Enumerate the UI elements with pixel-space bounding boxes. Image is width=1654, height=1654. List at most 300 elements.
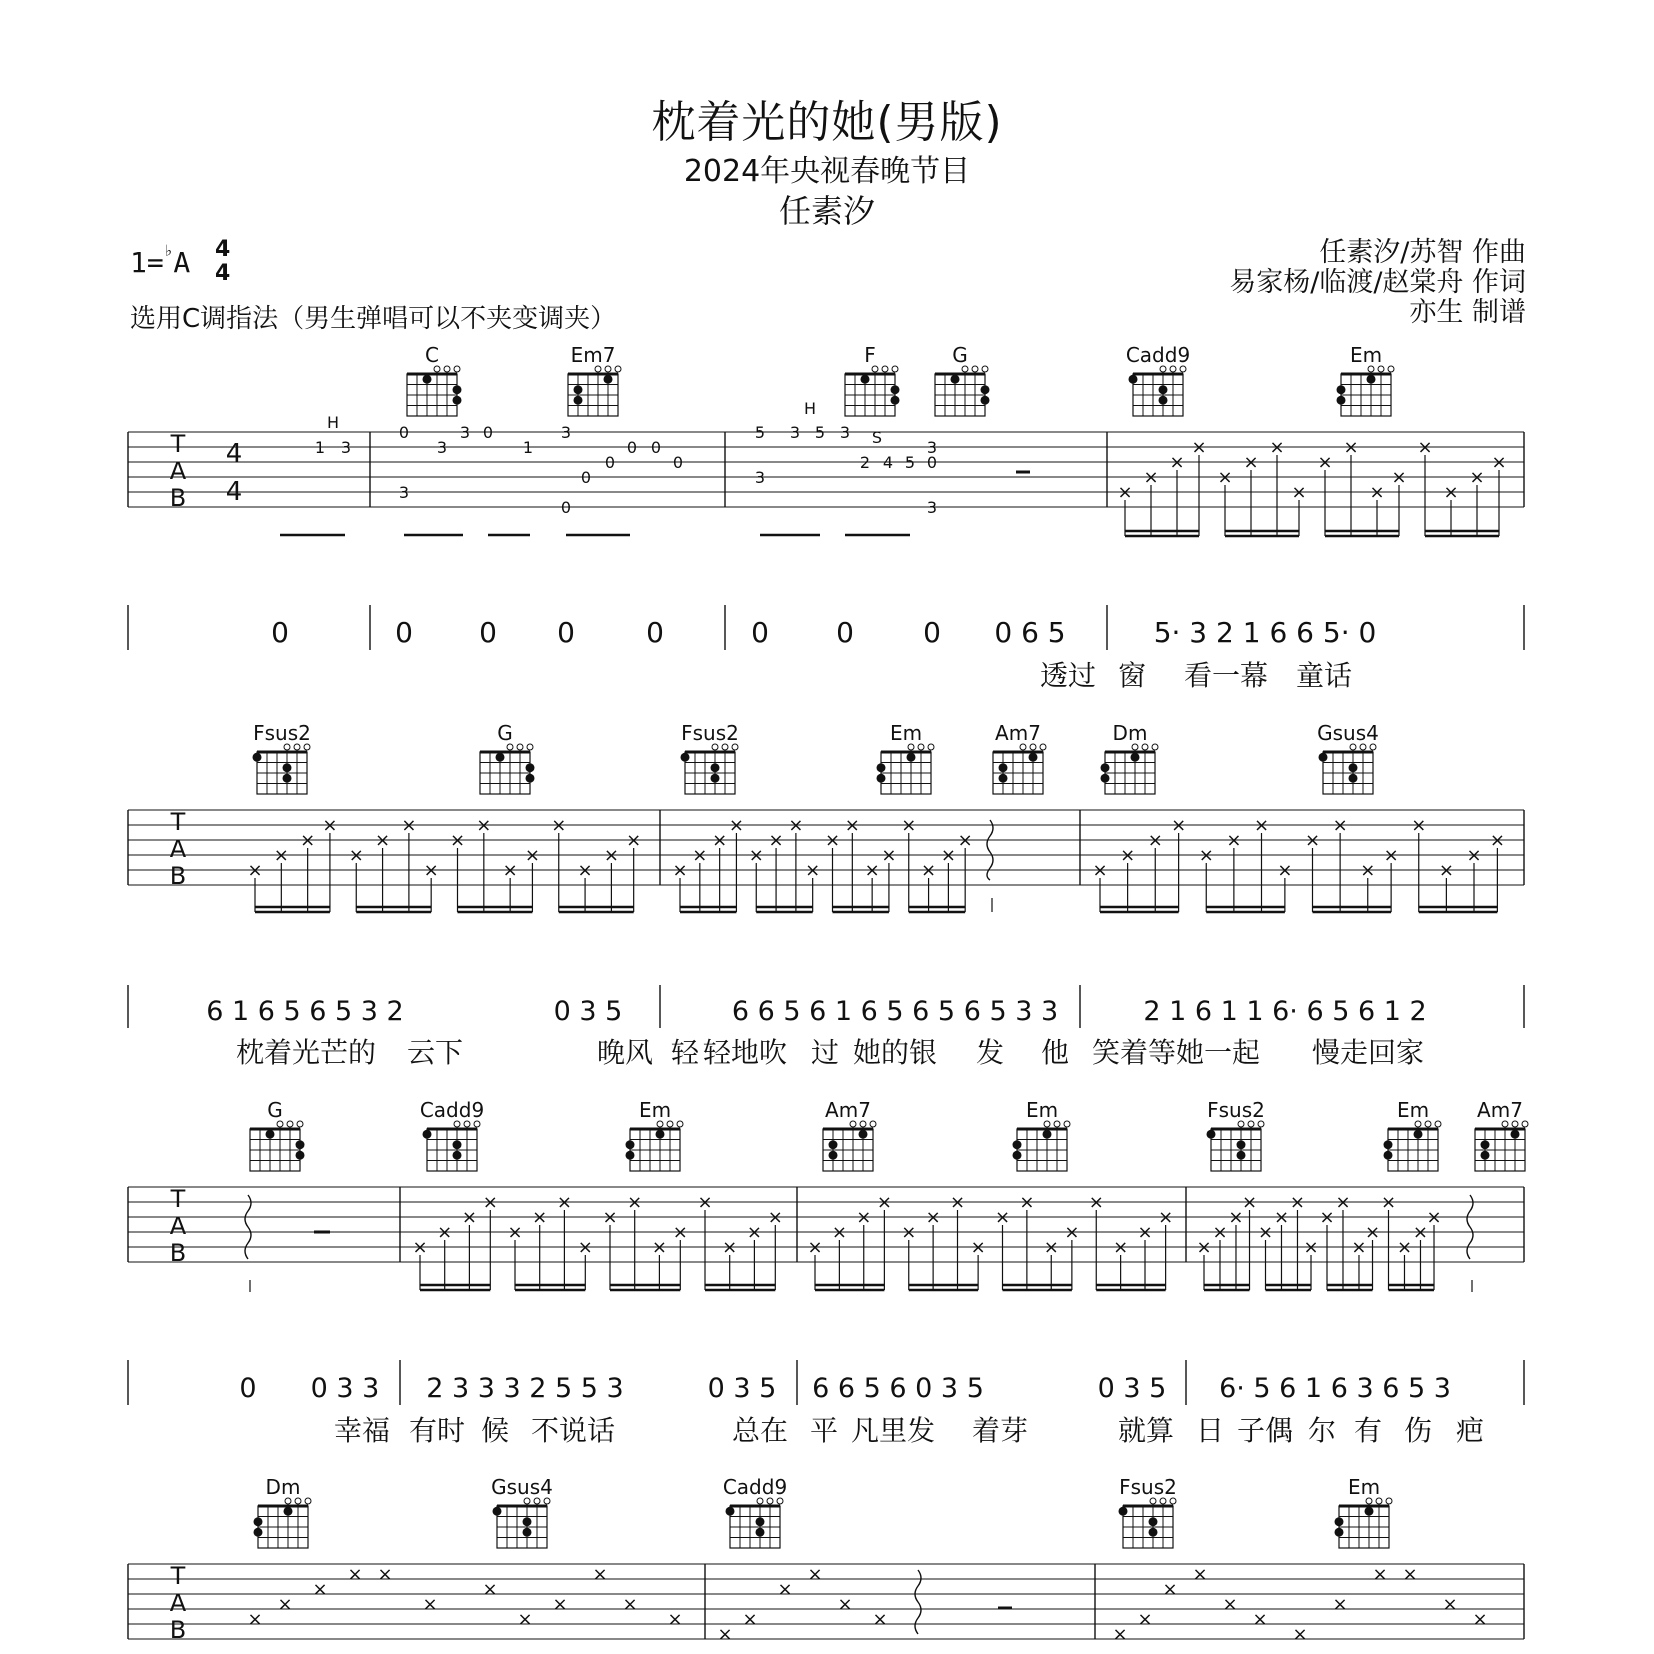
finger-dot — [891, 385, 900, 394]
chord-name: Dm — [1112, 721, 1148, 745]
tab-x-mark: × — [1243, 452, 1259, 473]
tab-x-mark: × — [994, 1207, 1011, 1228]
tab-x-mark: × — [1162, 1579, 1178, 1600]
tab-x-mark: × — [1212, 1222, 1228, 1243]
chord-name: Fsus2 — [1207, 1098, 1265, 1122]
tab-fret-number: 3 — [459, 423, 471, 442]
tab-x-mark: × — [1332, 1594, 1348, 1615]
finger-dot — [1029, 753, 1038, 762]
finger-dot — [423, 1130, 432, 1139]
tab-fret-number: 0 — [926, 453, 938, 472]
finger-dot — [1129, 375, 1138, 384]
lyric-syllable: 就算 — [1117, 1414, 1175, 1447]
tab-x-mark: × — [807, 1237, 823, 1258]
meter-top: 4 — [215, 237, 231, 262]
tab-x-mark: × — [864, 860, 880, 881]
finger-dot — [1043, 1130, 1052, 1139]
lyricist-credit: 易家杨/临渡/赵棠舟 作词 — [1229, 267, 1526, 298]
tab-x-mark: × — [697, 1192, 713, 1213]
finger-dot — [493, 1507, 502, 1516]
finger-dot — [711, 763, 720, 772]
tab-x-mark: × — [1491, 452, 1507, 473]
tab-x-mark: × — [1426, 1207, 1442, 1228]
open-string-mark — [287, 1121, 293, 1127]
key-flat: ♭ — [163, 240, 174, 260]
tab-x-mark: × — [423, 860, 439, 881]
lyric-syllable: 候 — [480, 1414, 510, 1447]
tab-x-mark: × — [1469, 467, 1485, 488]
chord-name: Em7 — [570, 343, 616, 367]
tab-x-mark: × — [1196, 1237, 1212, 1258]
chord-name: G — [267, 1098, 283, 1122]
open-string-mark — [297, 1121, 303, 1127]
composer-credit: 任素汐/苏智 作曲 — [1319, 237, 1526, 268]
finger-dot — [1384, 1140, 1393, 1149]
open-string-mark — [305, 1498, 311, 1504]
tab-x-mark: × — [940, 845, 956, 866]
tab-x-mark: × — [502, 860, 518, 881]
tab-fret-number: 0 — [650, 438, 662, 457]
tab-x-mark: × — [1191, 437, 1207, 458]
tab-x-mark: × — [712, 830, 728, 851]
tab-x-mark: × — [507, 1222, 523, 1243]
tab-fret-number: 0 — [482, 423, 494, 442]
tab-fret-number: 0 — [398, 423, 410, 442]
finger-dot — [829, 1140, 838, 1149]
jianpu-notes: 6 1 6 5 6 5 3 2 — [206, 996, 404, 1027]
tab-clef-letter: B — [169, 1616, 187, 1644]
tab-x-mark: × — [437, 1222, 453, 1243]
chord-name: Fsus2 — [1119, 1475, 1177, 1499]
finger-dot — [999, 774, 1008, 783]
tab-x-mark: × — [788, 815, 804, 836]
finger-dot — [1013, 1140, 1022, 1149]
finger-dot — [574, 396, 583, 405]
arpeggio-mark — [245, 1195, 251, 1259]
finger-dot — [523, 1517, 532, 1526]
jianpu-notes: 6 6 5 6 0 3 5 — [812, 1373, 984, 1404]
tab-x-mark: × — [651, 1237, 667, 1258]
tab-clef-letter: A — [169, 457, 187, 485]
lyric-syllable: 枕着光芒的 — [235, 1036, 377, 1069]
song-subtitle: 2024年央视春晚节目 — [683, 154, 971, 189]
tab-x-mark: × — [1369, 482, 1385, 503]
tab-x-mark: × — [1443, 482, 1459, 503]
tab-x-mark: × — [1372, 1564, 1388, 1585]
tab-x-mark: × — [1332, 815, 1348, 836]
tab-x-mark: × — [742, 1609, 758, 1630]
tab-x-mark: × — [925, 1207, 941, 1228]
tab-fret-number: 5 — [814, 423, 826, 442]
tab-x-mark: × — [1319, 1207, 1335, 1228]
lyric-syllable: 子偶 — [1236, 1414, 1294, 1447]
tab-x-mark: × — [312, 1579, 328, 1600]
tab-x-mark: × — [1217, 467, 1233, 488]
tab-x-mark: × — [626, 830, 642, 851]
tab-x-mark: × — [1252, 1609, 1268, 1630]
key-prefix: 1= — [130, 246, 164, 279]
chord-name: Em — [889, 721, 923, 745]
tab-x-mark: × — [901, 815, 917, 836]
tab-x-mark: × — [1411, 815, 1427, 836]
tab-clef-letter: T — [170, 430, 186, 458]
tab-fret-number: 5 — [754, 423, 766, 442]
lyric-syllable: 总在 — [731, 1414, 789, 1447]
lyric-syllable: 云下 — [406, 1036, 464, 1069]
finger-dot — [859, 1130, 868, 1139]
open-string-mark — [527, 744, 533, 750]
tab-x-mark: × — [1289, 1192, 1306, 1213]
lyric-syllable: 窗 — [1117, 659, 1147, 692]
tab-x-mark: × — [1143, 467, 1159, 488]
open-string-mark — [882, 366, 888, 372]
jianpu-notes: 6· 5 6 1 6 3 6 5 3 — [1219, 1373, 1451, 1404]
tab-x-mark: × — [748, 845, 764, 866]
tab-x-mark: × — [1043, 1237, 1059, 1258]
finger-dot — [453, 1140, 462, 1149]
open-string-mark — [444, 366, 450, 372]
tab-x-mark: × — [1137, 1609, 1153, 1630]
key-note: A — [173, 246, 191, 279]
tab-x-mark: × — [746, 1222, 762, 1243]
finger-dot — [284, 1507, 293, 1516]
tab-x-mark: × — [844, 815, 860, 836]
tab-x-mark: × — [577, 860, 593, 881]
chord-name: G — [497, 721, 513, 745]
finger-dot — [756, 1528, 765, 1537]
lyric-syllable: 凡里发 — [850, 1414, 936, 1447]
finger-dot — [1319, 753, 1328, 762]
tab-clef-letter: B — [169, 1239, 187, 1267]
finger-dot — [523, 1528, 532, 1537]
finger-dot — [254, 1517, 263, 1526]
chord-name: Am7 — [1477, 1098, 1523, 1122]
tab-x-mark: × — [1113, 1237, 1129, 1258]
tab-fret-number: 1 — [314, 438, 326, 457]
finger-dot — [1119, 1507, 1128, 1516]
tab-x-mark: × — [247, 1609, 263, 1630]
jianpu-notes: 0 — [395, 616, 413, 649]
tab-x-mark: × — [1402, 1564, 1418, 1585]
finger-dot — [1237, 1151, 1246, 1160]
tab-x-mark: × — [602, 1207, 618, 1228]
tab-x-mark: × — [1253, 815, 1270, 836]
tab-x-mark: × — [422, 1594, 438, 1615]
jianpu-notes: 0 — [557, 616, 575, 649]
lyric-syllable: 轻地吹 — [702, 1036, 788, 1069]
open-string-mark — [982, 366, 988, 372]
lyric-syllable: 有时 — [408, 1414, 466, 1447]
tab-x-mark: × — [1351, 1237, 1367, 1258]
tab-x-mark: × — [517, 1609, 533, 1630]
chord-name: Fsus2 — [681, 721, 739, 745]
tab-x-mark: × — [1304, 830, 1321, 851]
jianpu-notes: 5· 3 2 1 6 6 5· 0 — [1153, 616, 1377, 649]
tab-fret-number: 3 — [839, 423, 851, 442]
finger-dot — [877, 763, 886, 772]
jianpu-notes: 0 — [646, 616, 664, 649]
tab-x-mark: × — [375, 830, 391, 851]
tab-x-mark: × — [482, 1579, 498, 1600]
tab-x-mark: × — [551, 815, 567, 836]
finger-dot — [1149, 1517, 1158, 1526]
jianpu-notes: 0 3 5 — [707, 1373, 777, 1404]
lyric-syllable: 过 — [810, 1036, 840, 1069]
song-title: 枕着光的她(男版) — [651, 97, 1003, 148]
tab-x-mark: × — [728, 815, 744, 836]
tab-x-mark: × — [1291, 482, 1307, 503]
tab-x-mark: × — [1226, 830, 1242, 851]
tab-x-mark: × — [837, 1594, 853, 1615]
open-string-mark — [677, 1121, 683, 1127]
tab-x-mark: × — [1277, 860, 1293, 881]
tab-x-mark: × — [1412, 1222, 1429, 1243]
tab-x-mark: × — [1273, 1207, 1290, 1228]
tab-x-mark: × — [949, 1192, 966, 1213]
tab-x-mark: × — [1198, 845, 1214, 866]
tab-fret-number: 0 — [580, 468, 592, 487]
finger-dot — [877, 774, 886, 783]
tab-x-mark: × — [322, 815, 338, 836]
tab-fret-number: 3 — [398, 483, 410, 502]
tab-x-mark: × — [1171, 815, 1187, 836]
tab-x-mark: × — [1222, 1594, 1238, 1615]
finger-dot — [1337, 396, 1346, 405]
finger-dot — [526, 763, 535, 772]
tab-x-mark: × — [1137, 1222, 1153, 1243]
tab-x-mark: × — [1466, 845, 1482, 866]
lyric-syllable: 看一幕 — [1183, 659, 1269, 692]
finger-dot — [1511, 1130, 1520, 1139]
finger-dot — [1207, 1130, 1216, 1139]
finger-dot — [1414, 1130, 1423, 1139]
chord-name: F — [864, 343, 876, 367]
open-string-mark — [870, 1121, 876, 1127]
tab-fret-number: 3 — [754, 468, 766, 487]
tab-x-mark: × — [1383, 845, 1399, 866]
tab-x-mark: × — [347, 1564, 363, 1585]
open-string-mark — [517, 744, 523, 750]
open-string-mark — [1386, 1498, 1392, 1504]
finger-dot — [526, 774, 535, 783]
open-string-mark — [615, 366, 621, 372]
arpeggio-mark — [987, 820, 993, 880]
chord-name: Em — [1347, 1475, 1381, 1499]
finger-dot — [981, 385, 990, 394]
chord-name: Fsus2 — [253, 721, 311, 745]
tab-clef-letter: A — [169, 1589, 187, 1617]
tab-x-mark: × — [1335, 1192, 1351, 1213]
open-string-mark — [454, 366, 460, 372]
lyric-syllable: 有 — [1353, 1414, 1383, 1447]
chord-name: Cadd9 — [1125, 343, 1191, 367]
tab-x-mark: × — [1092, 860, 1108, 881]
tab-x-mark: × — [449, 830, 466, 851]
tab-x-mark: × — [876, 1192, 892, 1213]
tab-x-mark: × — [672, 1222, 688, 1243]
tab-x-mark: × — [1472, 1609, 1488, 1630]
jianpu-notes: 0 — [836, 616, 854, 649]
jianpu-notes: 0 — [239, 1373, 257, 1404]
finger-dot — [253, 753, 262, 762]
jianpu-notes: 2 1 6 1 1 6· 6 5 6 1 2 — [1143, 996, 1427, 1027]
tab-x-mark: × — [1380, 1192, 1397, 1213]
tab-x-mark: × — [1269, 437, 1285, 458]
tab-x-mark: × — [627, 1192, 643, 1213]
finger-dot — [574, 385, 583, 394]
finger-dot — [1349, 774, 1358, 783]
tab-x-mark: × — [1489, 830, 1505, 851]
tab-x-mark: × — [1364, 1222, 1381, 1243]
tab-x-mark: × — [476, 815, 492, 836]
lyric-syllable: 不说话 — [530, 1414, 616, 1447]
tab-x-mark: × — [1228, 1207, 1244, 1228]
finger-dot — [296, 1151, 305, 1160]
finger-dot — [951, 375, 960, 384]
tab-fret-number: 3 — [926, 498, 938, 517]
finger-dot — [626, 1151, 635, 1160]
finger-dot — [1337, 385, 1346, 394]
finger-dot — [756, 1517, 765, 1526]
lyric-syllable: 发 — [975, 1036, 1005, 1069]
tab-x-mark: × — [667, 1609, 683, 1630]
tab-x-mark: × — [872, 1609, 888, 1630]
jianpu-notes: 0 6 5 — [994, 616, 1066, 649]
tab-x-mark: × — [1396, 1237, 1413, 1258]
tab-x-mark: × — [1343, 437, 1359, 458]
tab-x-mark: × — [672, 860, 688, 881]
tab-x-mark: × — [348, 845, 364, 866]
tab-fret-number: 0 — [672, 453, 684, 472]
lyric-syllable: 慢走回家 — [1311, 1036, 1425, 1069]
lyric-syllable: 着芽 — [971, 1414, 1029, 1447]
finger-dot — [981, 396, 990, 405]
finger-dot — [1159, 396, 1168, 405]
finger-dot — [1481, 1151, 1490, 1160]
slide-mark: S — [871, 428, 883, 447]
finger-dot — [1159, 385, 1168, 394]
finger-dot — [1365, 1507, 1374, 1516]
finger-dot — [1384, 1151, 1393, 1160]
tab-fret-number: 3 — [926, 438, 938, 457]
finger-dot — [726, 1507, 735, 1516]
tab-x-mark: × — [622, 1594, 638, 1615]
tab-x-mark: × — [1292, 1624, 1308, 1645]
finger-dot — [656, 1130, 665, 1139]
tab-x-mark: × — [592, 1564, 608, 1585]
lyric-syllable: 疤 — [1455, 1414, 1485, 1447]
finger-dot — [1131, 753, 1140, 762]
lyric-syllable: 笑着等她一起 — [1091, 1036, 1261, 1069]
tab-x-mark: × — [1112, 1624, 1128, 1645]
finger-dot — [681, 753, 690, 762]
chord-name: Em — [638, 1098, 672, 1122]
lyric-syllable: 轻 — [670, 1036, 700, 1069]
tab-x-mark: × — [921, 860, 937, 881]
finger-dot — [1335, 1528, 1344, 1537]
tab-x-mark: × — [577, 1237, 593, 1258]
finger-dot — [254, 1528, 263, 1537]
finger-dot — [1237, 1140, 1246, 1149]
finger-dot — [1335, 1517, 1344, 1526]
open-string-mark — [892, 366, 898, 372]
chord-name: Cadd9 — [419, 1098, 485, 1122]
open-string-mark — [928, 744, 934, 750]
tab-x-mark: × — [824, 830, 841, 851]
jianpu-notes: 0 3 5 — [553, 996, 623, 1027]
tab-fret-number: 3 — [789, 423, 801, 442]
finger-dot — [496, 753, 505, 762]
tab-x-mark: × — [1317, 452, 1333, 473]
open-string-mark — [1040, 744, 1046, 750]
chord-name: Gsus4 — [1317, 721, 1379, 745]
tab-x-mark: × — [1391, 467, 1407, 488]
tab-x-mark: × — [777, 1579, 793, 1600]
tab-x-mark: × — [970, 1237, 986, 1258]
finger-dot — [1367, 375, 1376, 384]
jianpu-notes: 0 3 5 — [1097, 1373, 1167, 1404]
tab-fret-number: 1 — [522, 438, 534, 457]
tab-x-mark: × — [1360, 860, 1376, 881]
tab-x-mark: × — [1120, 845, 1136, 866]
tab-fret-number: 0 — [604, 453, 616, 472]
chord-name: Gsus4 — [491, 1475, 553, 1499]
singer-name: 任素汐 — [778, 192, 875, 230]
tab-x-mark: × — [881, 845, 897, 866]
chord-name: Am7 — [825, 1098, 871, 1122]
lyric-syllable: 平 — [809, 1414, 839, 1447]
arranger-credit: 亦生 制谱 — [1409, 297, 1526, 328]
tab-x-mark: × — [412, 1237, 428, 1258]
finger-dot — [296, 1140, 305, 1149]
open-string-mark — [1388, 366, 1394, 372]
chord-name: G — [952, 343, 968, 367]
arpeggio-mark — [1467, 1195, 1473, 1259]
jianpu-notes: 0 — [923, 616, 941, 649]
open-string-mark — [972, 366, 978, 372]
open-string-mark — [1064, 1121, 1070, 1127]
jianpu-notes: 0 — [271, 616, 289, 649]
chord-name: Em — [1349, 343, 1383, 367]
tab-x-mark: × — [831, 1222, 847, 1243]
tab-x-mark: × — [1241, 1192, 1258, 1213]
jianpu-notes: 0 — [751, 616, 769, 649]
chord-name: Em — [1025, 1098, 1059, 1122]
jianpu-notes: 0 3 3 — [310, 1373, 380, 1404]
chord-name: Em — [1396, 1098, 1430, 1122]
capo-note: 选用C调指法（男生弹唱可以不夹变调夹） — [130, 304, 617, 334]
jianpu-notes: 2 3 3 3 2 5 5 3 — [426, 1373, 624, 1404]
tab-fret-number: 3 — [340, 438, 352, 457]
tab-x-mark: × — [1088, 1192, 1104, 1213]
tab-x-mark: × — [1417, 437, 1433, 458]
tab-x-mark: × — [1019, 1192, 1035, 1213]
tab-x-mark: × — [1064, 1222, 1080, 1243]
tab-clef-letter: B — [169, 484, 187, 512]
tab-x-mark: × — [461, 1207, 477, 1228]
tab-x-mark: × — [524, 845, 540, 866]
finger-dot — [1101, 774, 1110, 783]
finger-dot — [1149, 1528, 1158, 1537]
tab-clef-letter: B — [169, 862, 187, 890]
finger-dot — [1349, 763, 1358, 772]
lyric-syllable: 他 — [1040, 1036, 1070, 1069]
meter-bottom: 4 — [215, 261, 231, 286]
tab-fret-number: 3 — [436, 438, 448, 457]
finger-dot — [1481, 1140, 1490, 1149]
finger-dot — [861, 375, 870, 384]
hammer-on-mark: H — [803, 399, 817, 418]
